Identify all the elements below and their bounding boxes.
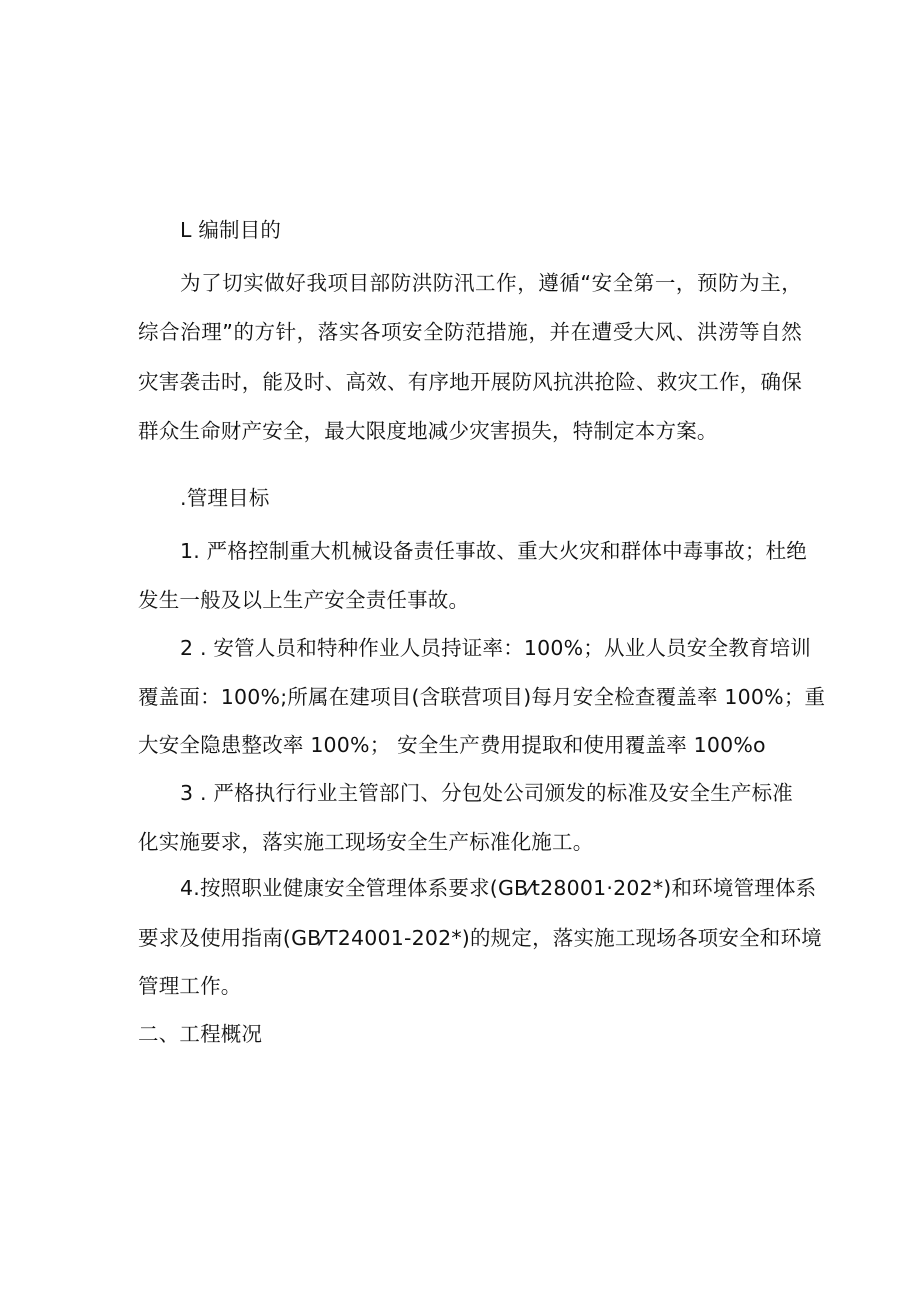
goal-item-4-line: 管理工作。 <box>138 974 242 998</box>
goal-item-3-line: 3 . 严格执行行业主管部门、分包处公司颁发的标准及安全生产标准 <box>180 781 793 805</box>
goal-item-3-line: 化实施要求，落实施工现场安全生产标准化施工。 <box>138 830 594 854</box>
section-heading-project-overview: 二、工程概况 <box>138 1022 263 1046</box>
goal-item-2-line: 2 . 安管人员和特种作业人员持证率：100%；从业人员安全教育培训 <box>180 636 811 660</box>
goal-item-4-line: 4.按照职业健康安全管理体系要求(GB⁄t28001·202*)和环境管理体系 <box>180 876 817 900</box>
goal-item-1-line: 发生一般及以上生产安全责任事故。 <box>138 588 470 612</box>
goal-item-2-line: 覆盖面：100%;所属在建项目(含联营项目)每月安全检查覆盖率 100%；重 <box>138 685 826 709</box>
goal-item-1-line: 1. 严格控制重大机械设备责任事故、重大火灾和群体中毒事故；杜绝 <box>180 539 807 563</box>
section-heading-management-goals: .管理目标 <box>180 486 270 510</box>
goal-item-4-line: 要求及使用指南(GB⁄T24001-202*)的规定，落实施工现场各项安全和环境 <box>138 926 822 950</box>
paragraph-line: 群众生命财产安全，最大限度地减少灾害损失，特制定本方案。 <box>138 419 718 443</box>
paragraph-line: 为了切实做好我项目部防洪防汛工作，遵循“安全第一，预防为主， <box>180 271 802 295</box>
goal-item-2-line: 大安全隐患整改率 100%； 安全生产费用提取和使用覆盖率 100%o <box>138 733 766 757</box>
section-heading-purpose: L 编制目的 <box>180 218 282 242</box>
paragraph-line: 综合治理”的方针，落实各项安全防范措施，并在遭受大风、洪涝等自然 <box>138 320 802 344</box>
paragraph-line: 灾害袭击时，能及时、高效、有序地开展防风抗洪抢险、救灾工作，确保 <box>138 370 802 394</box>
